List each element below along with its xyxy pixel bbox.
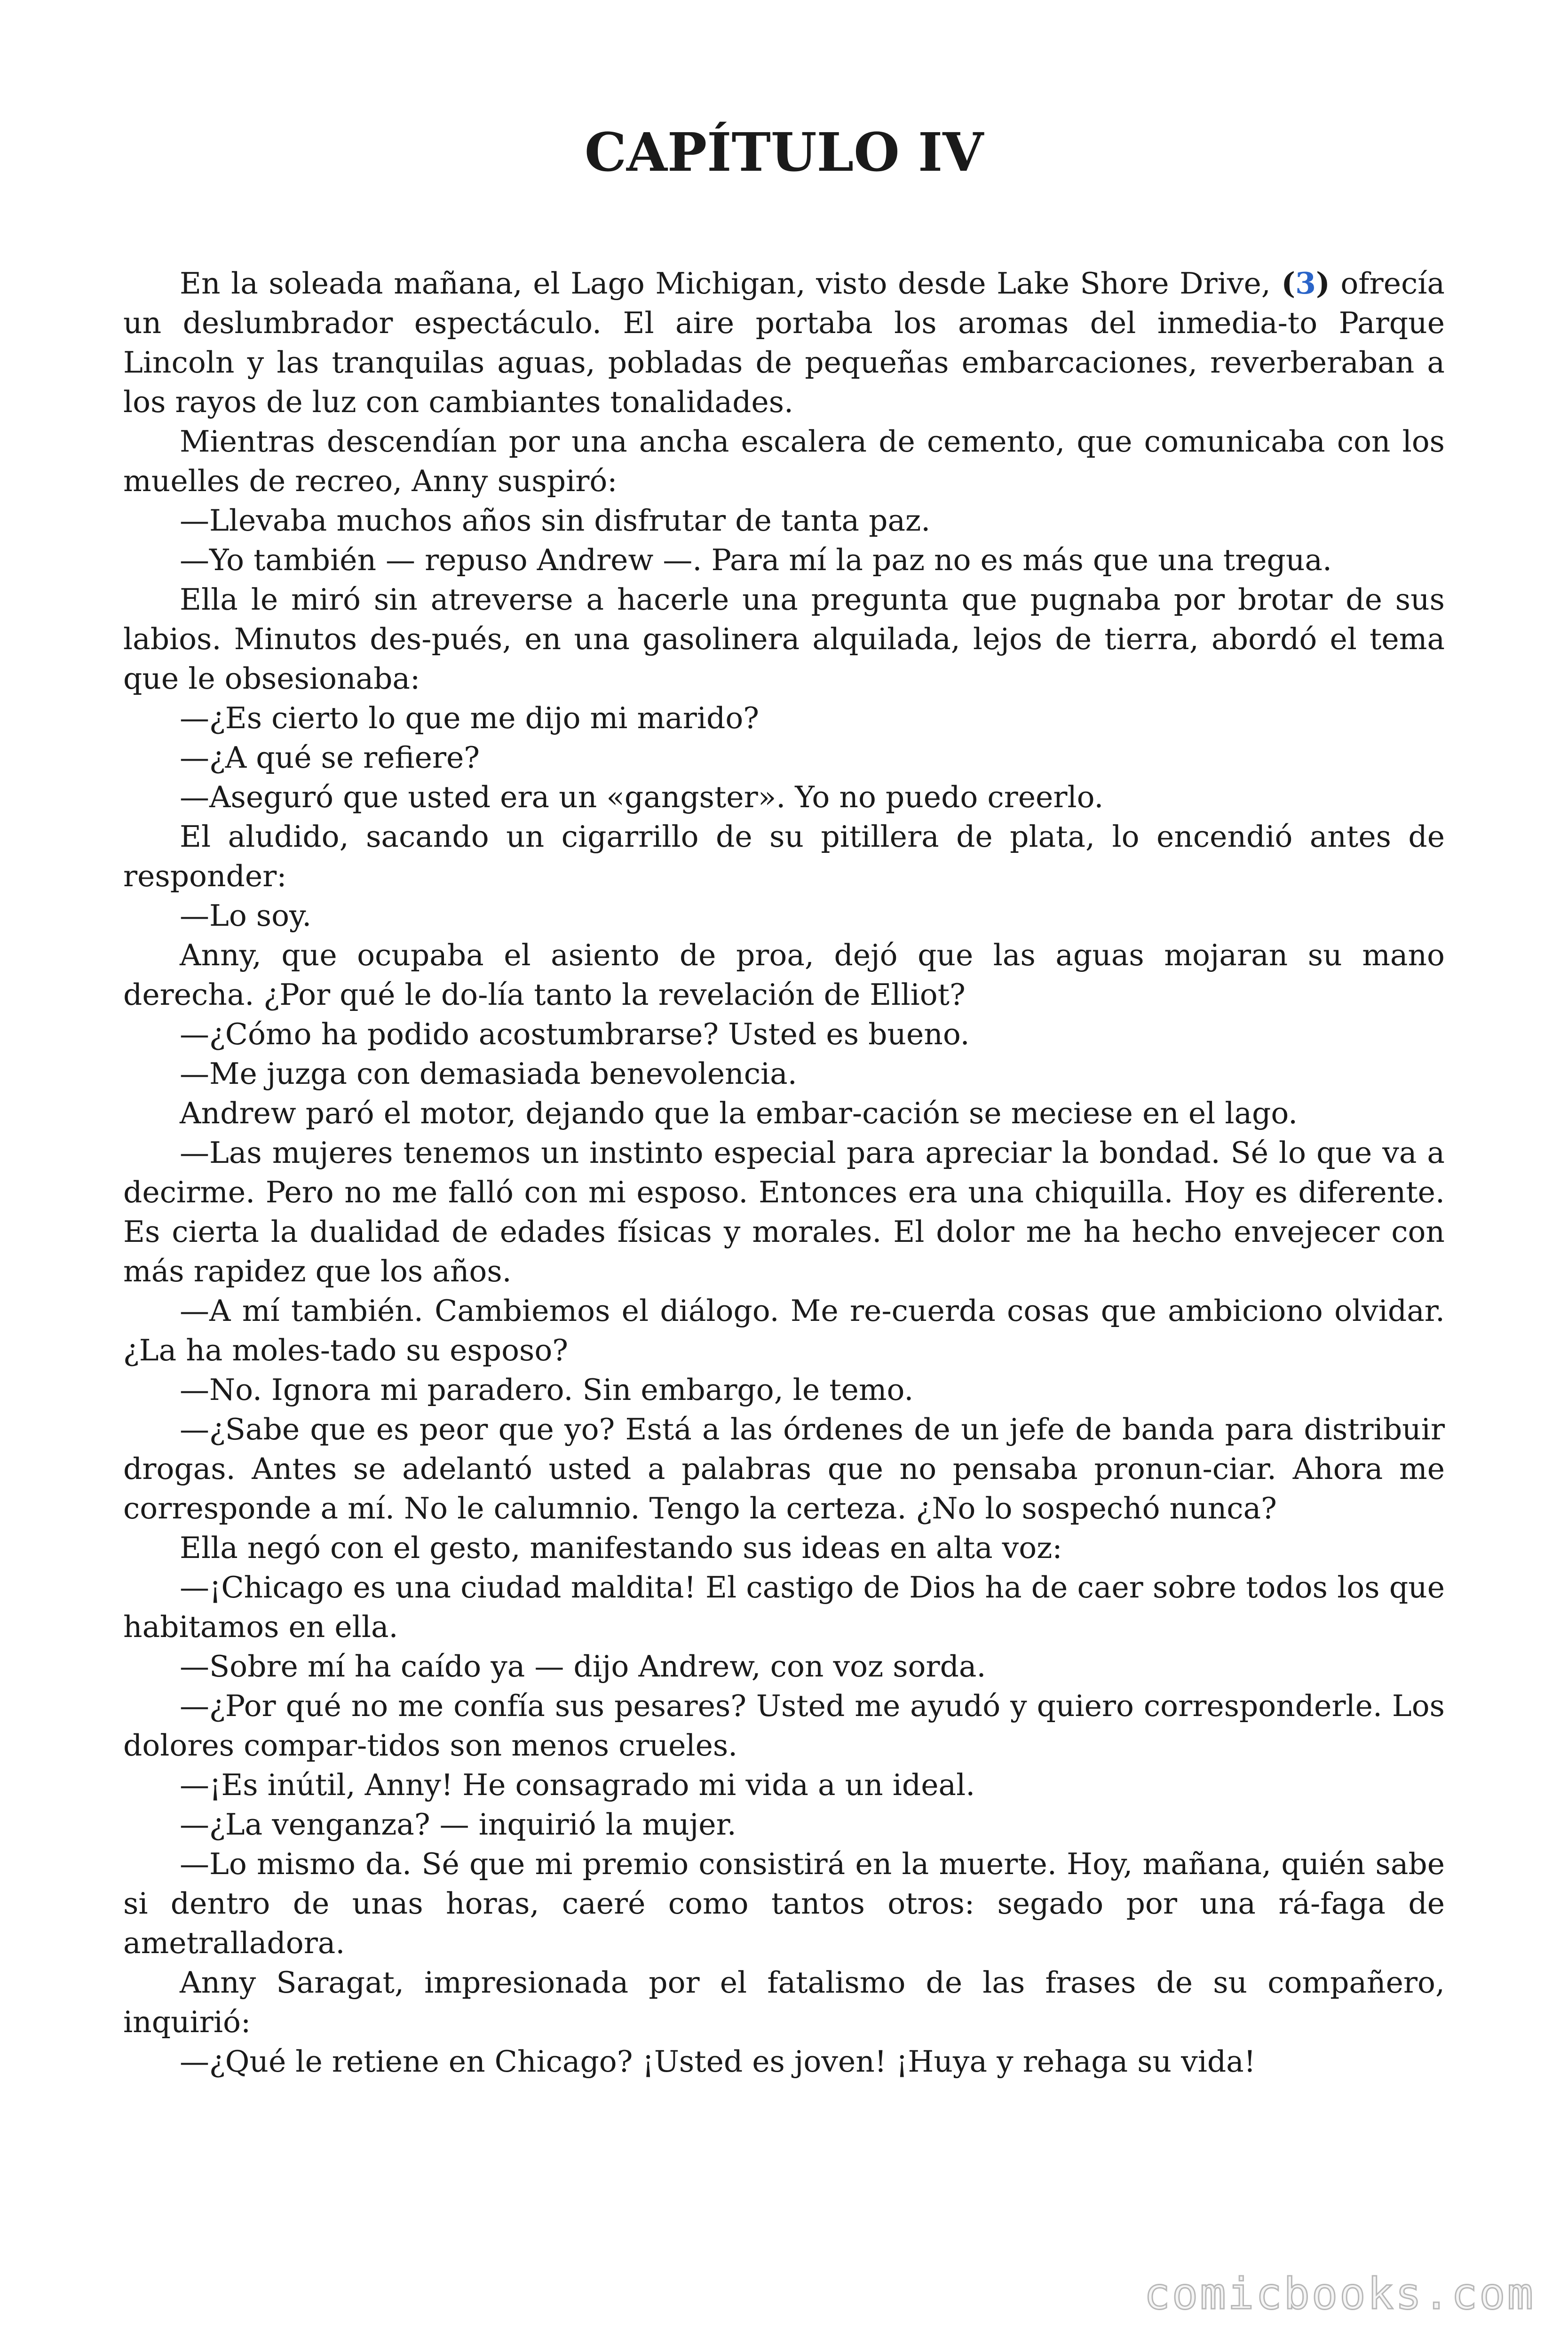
paragraph: —¿Es cierto lo que me dijo mi marido?	[180, 701, 760, 735]
chapter-title: CAPÍTULO IV	[584, 122, 984, 183]
paragraph: —Me juzga con demasiada benevolencia.	[180, 1057, 797, 1091]
paragraph: —¿Cómo ha podido acostumbrarse? Usted es bueno.	[180, 1017, 970, 1051]
footnote-number[interactable]: 3	[1295, 266, 1316, 301]
paragraph: —¿Sabe que es peor que yo? Está a las órdenes de un jefe de banda para distribuir drogas. Antes se adelantó usted a palabras que no pensaba pronun-ciar. Ahora me corresponde a mí. No le calumnio. Tengo la certeza. ¿No lo sospechó nunca?	[123, 1412, 1445, 1526]
paragraph: —¿Por qué no me confía sus pesares? Usted me ayudó y quiero corresponderle. Los dolores compar-tidos son menos crueles.	[123, 1689, 1445, 1763]
paragraph: Anny Saragat, impresionada por el fatalismo de las frases de su compañero, inquirió:	[123, 1965, 1445, 2039]
footnote-open-paren: (	[1281, 266, 1296, 301]
paragraph-text-before-note: En la soleada mañana, el Lago Michigan, visto desde Lake Shore Drive,	[180, 266, 1282, 301]
paragraph: Mientras descendían por una ancha escalera de cemento, que comunicaba con los muelles de recreo, Anny suspiró:	[123, 424, 1445, 498]
paragraph: Anny, que ocupaba el asiento de proa, dejó que las aguas mojaran su mano derecha. ¿Por qué le do-lía tanto la revelación de Elliot?	[123, 938, 1445, 1012]
paragraph	[123, 263, 1445, 422]
book-page	[123, 0, 1445, 2352]
paragraph: —No. Ignora mi paradero. Sin embargo, le temo.	[180, 1373, 914, 1407]
paragraph-text-after-note: ofrecía un deslumbrador espectáculo. El aire portaba los aromas del inmedia-to Parque Lincoln y las tranquilas aguas, pobladas de pequeñas embarcaciones, reverberaban a los rayos de luz con cambiantes tonalidades.	[123, 266, 1445, 419]
paragraph: —Aseguró que usted era un «gangster». Yo no puedo creerlo.	[180, 780, 1104, 814]
paragraph: —¡Chicago es una ciudad maldita! El castigo de Dios ha de caer sobre todos los que habitamos en ella.	[123, 1570, 1445, 1644]
paragraph: —Llevaba muchos años sin disfrutar de tanta paz.	[180, 503, 931, 538]
paragraph: Andrew paró el motor, dejando que la embar-cación se meciese en el lago.	[180, 1096, 1298, 1130]
footnote-reference[interactable]	[1281, 266, 1330, 301]
paragraph: El aludido, sacando un cigarrillo de su pitillera de plata, lo encendió antes de responder:	[123, 819, 1445, 893]
paragraph: —Lo mismo da. Sé que mi premio consistirá en la muerte. Hoy, mañana, quién sabe si dentro de unas horas, caeré como tantos otros: segado por una rá-faga de ametralladora.	[123, 1847, 1445, 1960]
paragraph: —¿Qué le retiene en Chicago? ¡Usted es joven! ¡Huya y rehaga su vida!	[180, 2044, 1256, 2079]
paragraph: —¿A qué se refiere?	[180, 740, 480, 775]
paragraph: —Yo también — repuso Andrew —. Para mí la paz no es más que una tregua.	[180, 543, 1332, 577]
paragraph: —Lo soy.	[180, 898, 312, 933]
paragraph: Ella negó con el gesto, manifestando sus ideas en alta voz:	[180, 1531, 1062, 1565]
paragraph: Ella le miró sin atreverse a hacerle una pregunta que pugnaba por brotar de sus labios. Minutos des-pués, en una gasolinera alquilada, lejos de tierra, abordó el tema que le obsesionaba:	[123, 582, 1445, 696]
paragraph: —¡Es inútil, Anny! He consagrado mi vida a un ideal.	[180, 1768, 975, 1802]
paragraph: —¿La venganza? — inquirió la mujer.	[180, 1807, 736, 1842]
paragraph: —A mí también. Cambiemos el diálogo. Me re-cuerda cosas que ambiciono olvidar. ¿La ha moles-tado su esposo?	[123, 1294, 1445, 1367]
footnote-close-paren: )	[1315, 266, 1330, 301]
paragraph: —Las mujeres tenemos un instinto especial para apreciar la bondad. Sé lo que va a decirme. Pero no me falló con mi esposo. Entonces era una chiquilla. Hoy es diferente. Es cierta la dualidad de edades físicas y morales. El dolor me ha hecho envejecer con más rapidez que los años.	[123, 1136, 1445, 1288]
watermark: comicbooks.com	[1144, 2269, 1535, 2319]
chapter-body	[123, 263, 1445, 2082]
paragraph: —Sobre mí ha caído ya — dijo Andrew, con voz sorda.	[180, 1649, 986, 1684]
